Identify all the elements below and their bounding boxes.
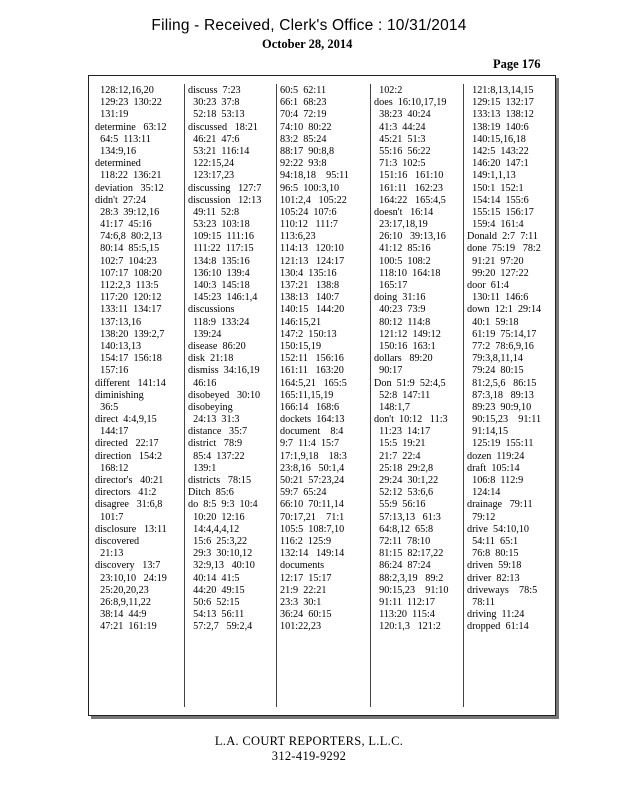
index-entry-line: districts 78:15: [188, 475, 252, 486]
index-entry-line: 53:23 103:18: [188, 219, 250, 231]
column-divider: [370, 84, 371, 707]
index-entry-line: 151:16 161:10: [374, 170, 444, 182]
index-entry-line: 102:2: [374, 85, 403, 96]
index-entry-line: 137:21 138:8: [280, 280, 340, 291]
index-entry-line: 121:13 124:17: [280, 255, 345, 267]
index-entry-line: 55:9 56:16: [374, 499, 426, 511]
index-entry-line: 77:2 78:6,9,16: [467, 340, 534, 352]
index-entry-line: dockets 164:13: [280, 414, 345, 426]
index-entry-line: 40:14 41:5: [188, 572, 240, 584]
index-entry-line: 71:3 102:5: [374, 158, 426, 170]
index-entry-line: 94:18,18 95:11: [280, 170, 349, 182]
index-entry-line: 64:5 113:11: [95, 133, 151, 145]
index-entry-line: 41:3 44:24: [374, 121, 426, 133]
index-entry-line: 26:8,9,11,22: [95, 596, 151, 608]
index-entry-line: 10:20 12:16: [188, 511, 245, 523]
footer-company: L.A. COURT REPORTERS, L.L.C.: [214, 734, 404, 748]
index-entry-line: 109:15 111:16: [188, 231, 255, 243]
index-entry-line: 52:8 147:11: [374, 389, 431, 401]
index-entry-line: 52:12 53:6,6: [374, 487, 434, 499]
index-entry-line: 159:4 161:4: [467, 219, 524, 231]
index-entry-line: 150:15,19: [280, 340, 322, 352]
index-entry-line: 165:17: [374, 280, 408, 291]
index-entry-line: 86:24 87:24: [374, 560, 431, 572]
index-entry-line: 29:3 30:10,12: [188, 548, 253, 560]
index-entry-line: 79:24 80:15: [467, 365, 524, 377]
index-entry-line: 80:12 114:8: [374, 316, 431, 328]
index-entry-line: dropped 61:14: [467, 621, 529, 633]
index-entry-line: 80:14 85:5,15: [95, 243, 160, 255]
index-entry-line: 81:2,5,6 86:15: [467, 377, 537, 389]
index-entry-line: director's 40:21: [95, 475, 164, 486]
index-entry-line: didn't 27:24: [95, 194, 147, 206]
index-entry-line: driven 59:18: [467, 560, 522, 572]
index-entry-line: 24:13 31:3: [188, 414, 240, 426]
index-entry-line: 21:9 22:21: [280, 584, 327, 596]
index-entry-line: 150:16 163:1: [374, 340, 436, 352]
index-column-4: [374, 85, 462, 633]
index-entry-line: 118:10 164:18: [374, 267, 441, 279]
index-entry-line: 25:20,20,23: [95, 584, 149, 596]
index-entry-line: directed 22:17: [95, 438, 159, 450]
index-entry-line: disclosure 13:11: [95, 523, 167, 535]
index-entry-line: 25:18 29:2,8: [374, 462, 434, 474]
index-entry-line: 23:8,16 50:1,4: [280, 462, 345, 474]
index-entry-line: different 141:14: [95, 377, 166, 389]
index-entry-line: 150:1 152:1: [467, 182, 524, 194]
index-entry-line: 38:23 40:24: [374, 109, 431, 121]
index-entry-line: 50:6 52:15: [188, 596, 240, 608]
index-entry-line: 140:13,13: [95, 340, 142, 352]
index-entry-line: 138:20 139:2,7: [95, 328, 165, 340]
index-entry-line: 133:13 138:12: [467, 109, 534, 121]
index-entry-line: 112:2,3 113:5: [95, 280, 159, 291]
index-entry-line: 125:19 155:11: [467, 438, 534, 450]
index-entry-line: 138:13 140:7: [280, 292, 340, 304]
index-entry-line: 46:21 47:6: [188, 133, 240, 145]
index-entry-line: dismiss 34:16,19: [188, 365, 260, 377]
index-entry-line: direction 154:2: [95, 450, 163, 462]
index-entry-line: 139:24: [188, 328, 222, 340]
index-entry-line: don't 10:12 11:3: [374, 414, 448, 426]
index-entry-line: 12:17 15:17: [280, 572, 332, 584]
index-entry-line: 130:4 135:16: [280, 267, 337, 279]
index-entry-line: 66:10 70:11,14: [280, 499, 344, 511]
index-entry-line: discussing 127:7: [188, 182, 262, 194]
index-entry-line: driveways 78:5: [467, 584, 538, 596]
column-divider: [463, 84, 464, 707]
index-entry-line: 32:9,13 40:10: [188, 560, 255, 572]
index-entry-line: 40:23 73:9: [374, 304, 426, 316]
index-entry-line: 74:6,8 80:2,13: [95, 231, 162, 243]
index-entry-line: dollars 89:20: [374, 353, 433, 365]
index-entry-line: 21:13: [95, 548, 124, 560]
index-entry-line: 79:3,8,11,14: [467, 353, 523, 365]
index-column-5: [467, 85, 555, 633]
index-entry-line: distance 35:7: [188, 426, 248, 438]
index-entry-line: 9:7 11:4 15:7: [280, 438, 340, 450]
index-entry-line: 164:5,21 165:5: [280, 377, 347, 389]
index-entry-line: discovery 13:7: [95, 560, 161, 572]
index-entry-line: 117:20 120:12: [95, 292, 162, 304]
index-entry-line: Don 51:9 52:4,5: [374, 377, 446, 389]
index-entry-line: 99:20 127:22: [467, 267, 529, 279]
index-entry-line: discussed 18:21: [188, 121, 258, 133]
index-entry-line: 70:17,21 71:1: [280, 511, 345, 523]
index-entry-line: 45:21 51:3: [374, 133, 426, 145]
index-entry-line: 161:11 162:23: [374, 182, 443, 194]
index-entry-line: directors 41:2: [95, 487, 157, 499]
index-entry-line: 101:22,23: [280, 621, 322, 633]
index-entry-line: 23:17,18,19: [374, 219, 428, 231]
index-entry-line: 57:2,7 59:2,4: [188, 621, 253, 633]
index-entry-line: 14:4,4,4,12: [188, 523, 240, 535]
index-entry-line: 53:21 116:14: [188, 145, 250, 157]
index-entry-line: 113:20 115:4: [374, 609, 435, 621]
index-entry-line: 138:19 140:6: [467, 121, 529, 133]
index-entry-line: 148:1,7: [374, 401, 410, 413]
index-entry-line: direct 4:4,9,15: [95, 414, 157, 426]
index-entry-line: 66:1 68:23: [280, 97, 327, 109]
index-entry-line: 90:17: [374, 365, 403, 377]
index-column-3: [280, 85, 368, 633]
index-entry-line: 26:10 39:13,16: [374, 231, 446, 243]
index-entry-line: 114:13 120:10: [280, 243, 344, 255]
index-entry-line: discuss 7:23: [188, 85, 241, 96]
index-entry-line: 61:19 75:14,17: [467, 328, 537, 340]
index-entry-line: disk 21:18: [188, 353, 234, 365]
index-entry-line: 164:22 165:4,5: [374, 194, 446, 206]
index-entry-line: 81:15 82:17,22: [374, 548, 444, 560]
index-entry-line: 54:13 56:11: [188, 609, 245, 621]
index-entry-line: 96:5 100:3,10: [280, 182, 340, 194]
index-entry-line: 46:16: [188, 377, 217, 389]
index-entry-line: 111:22 117:15: [188, 243, 254, 255]
index-entry-line: 122:15,24: [188, 158, 235, 170]
index-entry-line: 118:22 136:21: [95, 170, 162, 182]
index-entry-line: 11:23 14:17: [374, 426, 431, 438]
index-entry-line: 140:15,16,18: [467, 133, 526, 145]
index-column-2: [188, 85, 276, 633]
index-entry-line: 85:4 137:22: [188, 450, 245, 462]
index-entry-line: 91:14,15: [467, 426, 509, 438]
index-column-1: [95, 85, 183, 633]
index-entry-line: 30:23 37:8: [188, 97, 240, 109]
index-entry-line: 161:11 163:20: [280, 365, 344, 377]
word-index-box: [88, 75, 556, 716]
index-entry-line: document 8:4: [280, 426, 344, 438]
index-entry-line: 23:3 30:1: [280, 596, 322, 608]
index-entry-line: done 75:19 78:2: [467, 243, 541, 255]
index-entry-line: district 78:9: [188, 438, 243, 450]
index-entry-line: 100:5 108:2: [374, 255, 431, 267]
transcript-date: October 28, 2014: [262, 37, 353, 51]
index-entry-line: 144:17: [95, 426, 129, 438]
index-entry-line: 152:11 156:16: [280, 353, 344, 365]
index-entry-line: draft 105:14: [467, 462, 520, 474]
index-entry-line: disagree 31:6,8: [95, 499, 163, 511]
index-entry-line: 28:3 39:12,16: [95, 206, 160, 218]
index-entry-line: 147:2 150:13: [280, 328, 337, 340]
index-entry-line: 146:20 147:1: [467, 158, 529, 170]
index-entry-line: 36:24 60:15: [280, 609, 332, 621]
index-entry-line: 21:7 22:4: [374, 450, 421, 462]
index-entry-line: 40:1 59:18: [467, 316, 519, 328]
index-entry-line: 121:8,13,14,15: [467, 85, 534, 96]
index-entry-line: 113:6,23: [280, 231, 316, 243]
index-entry-line: 23:10,10 24:19: [95, 572, 167, 584]
index-entry-line: disease 86:20: [188, 340, 246, 352]
index-entry-line: 15:5 19:21: [374, 438, 426, 450]
index-entry-line: 60:5 62:11: [280, 85, 327, 96]
index-entry-line: driver 82:13: [467, 572, 520, 584]
index-entry-line: 130:11 146:6: [467, 292, 529, 304]
index-entry-line: 90:15,23 91:11: [467, 414, 542, 426]
index-entry-line: 110:12 111:7: [280, 219, 339, 231]
index-entry-line: 140:3 145:18: [188, 280, 250, 291]
index-entry-line: 101:2,4 105:22: [280, 194, 347, 206]
index-entry-line: 59:7 65:24: [280, 487, 327, 499]
index-entry-line: 54:11 65:1: [467, 535, 519, 547]
index-entry-line: disobeying: [188, 401, 233, 413]
index-entry-line: 15:6 25:3,22: [188, 535, 248, 547]
index-entry-line: 134:9,16: [95, 145, 137, 157]
footer-phone: 312-419-9292: [271, 749, 347, 763]
index-entry-line: 106:8 112:9: [467, 475, 524, 486]
index-entry-line: 74:10 80:22: [280, 121, 332, 133]
index-entry-line: 116:2 125:9: [280, 535, 332, 547]
index-entry-line: 168:12: [95, 462, 129, 474]
index-entry-line: do 8:5 9:3 10:4: [188, 499, 258, 511]
index-entry-line: doesn't 16:14: [374, 206, 434, 218]
index-entry-line: 145:23 146:1,4: [188, 292, 258, 304]
index-entry-line: driving 11:24: [467, 609, 525, 621]
index-entry-line: 157:16: [95, 365, 129, 377]
index-entry-line: 38:14 44:9: [95, 609, 147, 621]
index-entry-line: 91:11 112:17: [374, 596, 435, 608]
index-entry-line: doing 31:16: [374, 292, 426, 304]
index-entry-line: 129:15 132:17: [467, 97, 534, 109]
index-entry-line: 88:2,3,19 89:2: [374, 572, 444, 584]
page-number: Page 176: [493, 57, 541, 71]
index-entry-line: 146:15,21: [280, 316, 322, 328]
index-entry-line: 133:11 134:17: [95, 304, 162, 316]
index-entry-line: 149:1,1,13: [467, 170, 516, 182]
index-entry-line: 154:17 156:18: [95, 353, 162, 365]
index-entry-line: 72:11 78:10: [374, 535, 431, 547]
column-divider: [276, 84, 277, 707]
index-entry-line: 64:8,12 65:8: [374, 523, 434, 535]
index-entry-line: 89:23 90:9,10: [467, 401, 532, 413]
index-entry-line: diminishing: [95, 389, 144, 401]
index-entry-line: discussion 12:13: [188, 194, 262, 206]
index-entry-line: 92:22 93:8: [280, 158, 327, 170]
index-entry-line: 105:5 108:7,10: [280, 523, 345, 535]
index-entry-line: 107:17 108:20: [95, 267, 162, 279]
index-entry-line: 166:14 168:6: [280, 401, 340, 413]
index-entry-line: 121:12 149:12: [374, 328, 441, 340]
index-entry-line: Donald 2:7 7:11: [467, 231, 538, 243]
index-entry-line: discovered: [95, 535, 140, 547]
index-entry-line: door 61:4: [467, 280, 509, 291]
index-entry-line: 36:5: [95, 401, 119, 413]
index-entry-line: 124:14: [467, 487, 501, 499]
index-entry-line: 50:21 57:23,24: [280, 475, 345, 486]
index-entry-line: 139:1: [188, 462, 217, 474]
index-entry-line: 47:21 161:19: [95, 621, 157, 633]
index-entry-line: 128:12,16,20: [95, 85, 154, 96]
index-entry-line: down 12:1 29:14: [467, 304, 542, 316]
index-entry-line: 79:12: [467, 511, 496, 523]
index-entry-line: documents: [280, 560, 325, 572]
index-entry-line: 129:23 130:22: [95, 97, 162, 109]
index-entry-line: 88:17 90:8,8: [280, 145, 335, 157]
index-entry-line: 120:1,3 121:2: [374, 621, 441, 633]
index-entry-line: 105:24 107:6: [280, 206, 337, 218]
index-entry-line: deviation 35:12: [95, 182, 164, 194]
index-entry-line: 57:13,13 61:3: [374, 511, 441, 523]
index-entry-line: 140:15 144:20: [280, 304, 345, 316]
index-entry-line: 41:17 45:16: [95, 219, 152, 231]
index-entry-line: determined: [95, 158, 141, 170]
index-entry-line: 78:11: [467, 596, 495, 608]
index-entry-line: 132:14 149:14: [280, 548, 345, 560]
index-entry-line: 55:16 56:22: [374, 145, 431, 157]
index-entry-line: drainage 79:11: [467, 499, 533, 511]
index-entry-line: 83:2 85:24: [280, 133, 327, 145]
index-entry-line: 101:7: [95, 511, 124, 523]
index-entry-line: 131:19: [95, 109, 129, 121]
index-entry-line: 17:1,9,18 18:3: [280, 450, 347, 462]
index-entry-line: 142:5 143:22: [467, 145, 529, 157]
index-entry-line: 87:3,18 89:13: [467, 389, 534, 401]
index-entry-line: 102:7 104:23: [95, 255, 157, 267]
index-entry-line: does 16:10,17,19: [374, 97, 447, 109]
index-entry-line: 155:15 156:17: [467, 206, 534, 218]
index-entry-line: Ditch 85:6: [188, 487, 234, 499]
index-entry-line: 52:18 53:13: [188, 109, 245, 121]
filing-stamp: Filing - Received, Clerk's Office : 10/31/2014: [151, 17, 467, 34]
index-entry-line: 76:8 80:15: [467, 548, 519, 560]
index-entry-line: discussions: [188, 304, 235, 316]
index-entry-line: 29:24 30:1,22: [374, 475, 439, 486]
index-entry-line: 123:17,23: [188, 170, 235, 182]
index-entry-line: determine 63:12: [95, 121, 167, 133]
index-entry-line: dozen 119:24: [467, 450, 525, 462]
column-divider: [184, 84, 185, 707]
index-entry-line: drive 54:10,10: [467, 523, 529, 535]
index-entry-line: 137:13,16: [95, 316, 142, 328]
index-entry-line: 70:4 72:19: [280, 109, 327, 121]
index-entry-line: 44:20 49:15: [188, 584, 245, 596]
index-entry-line: 91:21 97:20: [467, 255, 524, 267]
index-entry-line: 41:12 85:16: [374, 243, 431, 255]
index-entry-line: 49:11 52:8: [188, 206, 240, 218]
index-entry-line: 154:14 155:6: [467, 194, 529, 206]
index-entry-line: disobeyed 30:10: [188, 389, 261, 401]
index-entry-line: 165:11,15,19: [280, 389, 334, 401]
index-entry-line: 136:10 139:4: [188, 267, 250, 279]
index-entry-line: 118:9 133:24: [188, 316, 250, 328]
index-entry-line: 90:15,23 91:10: [374, 584, 449, 596]
index-entry-line: 134:8 135:16: [188, 255, 250, 267]
